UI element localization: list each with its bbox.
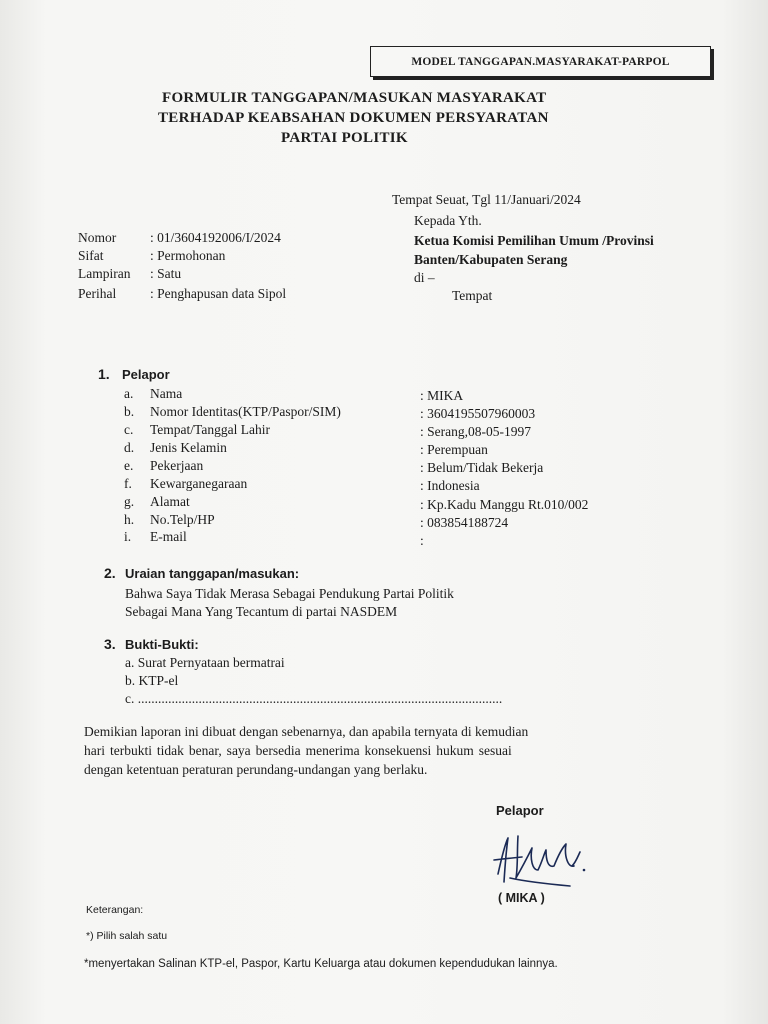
signature-name: ( MIKA ): [498, 891, 545, 905]
section1-title: Pelapor: [122, 367, 170, 382]
section2-line-1: Bahwa Saya Tidak Merasa Sebagai Pendukung Partai Politik: [125, 586, 454, 601]
signature-image: [488, 826, 598, 898]
recipient-tempat: Tempat: [452, 288, 493, 303]
sifat-label: Sifat: [78, 248, 104, 263]
row-letter: c.: [124, 422, 134, 437]
row-label: Nomor Identitas(KTP/Paspor/SIM): [150, 404, 341, 419]
sifat-value: : Permohonan: [150, 248, 226, 263]
title-line-2: TERHADAP KEABSAHAN DOKUMEN PERSYARATAN: [158, 110, 549, 126]
lampiran-label: Lampiran: [78, 266, 131, 281]
recipient-line-2: Banten/Kabupaten Serang: [414, 252, 568, 267]
row-value: : 083854188724: [420, 515, 509, 530]
recipient-greeting: Kepada Yth.: [414, 213, 482, 228]
recipient-di: di –: [414, 270, 435, 285]
title-line-1: FORMULIR TANGGAPAN/MASUKAN MASYARAKAT: [162, 90, 547, 106]
nomor-label: Nomor: [78, 230, 117, 245]
model-label: MODEL TANGGAPAN.MASYARAKAT-PARPOL: [411, 55, 670, 68]
row-label: No.Telp/HP: [150, 512, 215, 527]
perihal-label: Perihal: [78, 286, 117, 301]
section2-line-2: Sebagai Mana Yang Tecantum di partai NASDEM: [125, 604, 398, 619]
closing-line-2: hari terbukti tidak benar, saya bersedia menerima konsekuensi hukum sesuai: [84, 743, 512, 758]
section3-number: 3.: [104, 636, 116, 652]
row-value: : 3604195507960003: [420, 406, 536, 421]
row-label: Jenis Kelamin: [150, 440, 227, 455]
row-label: Nama: [150, 386, 183, 401]
section3-item-c: c. ............................................................................................................: [125, 691, 503, 706]
section3-item-b: b. KTP-el: [125, 673, 179, 688]
place-date: Tempat Seuat, Tgl 11/Januari/2024: [392, 192, 581, 207]
closing-line-1: Demikian laporan ini dibuat dengan sebenarnya, dan apabila ternyata di kemudian: [84, 724, 529, 739]
title-line-3: PARTAI POLITIK: [281, 130, 408, 146]
row-value: :: [420, 533, 424, 548]
section2-title: Uraian tanggapan/masukan:: [125, 566, 300, 581]
row-letter: d.: [124, 440, 135, 455]
nomor-value: : 01/3604192006/I/2024: [150, 230, 281, 245]
row-value: : Serang,08-05-1997: [420, 424, 531, 439]
model-label-box: [370, 46, 711, 77]
row-value: : Perempuan: [420, 442, 488, 457]
row-value: : Belum/Tidak Bekerja: [420, 460, 544, 475]
row-letter: g.: [124, 494, 135, 509]
perihal-value: : Penghapusan data Sipol: [150, 286, 287, 301]
row-letter: i.: [124, 529, 132, 544]
row-letter: e.: [124, 458, 134, 473]
notes-item-2: *menyertakan Salinan KTP-el, Paspor, Kartu Keluarga atau dokumen kependudukan lainnya.: [84, 958, 558, 970]
notes-item-1: *) Pilih salah satu: [86, 930, 168, 942]
section2-number: 2.: [104, 565, 116, 581]
row-value: : Indonesia: [420, 478, 480, 493]
row-label: Pekerjaan: [150, 458, 204, 473]
row-value: : Kp.Kadu Manggu Rt.010/002: [420, 497, 589, 512]
lampiran-value: : Satu: [150, 266, 182, 281]
closing-line-3: dengan ketentuan peraturan perundang-undangan yang berlaku.: [84, 762, 428, 777]
recipient-line-1: Ketua Komisi Pemilihan Umum /Provinsi: [414, 233, 654, 248]
section3-item-a: a. Surat Pernyataan bermatrai: [125, 655, 285, 670]
section3-title: Bukti-Bukti:: [125, 637, 199, 652]
row-label: Alamat: [150, 494, 190, 509]
row-letter: a.: [124, 386, 134, 401]
row-label: Kewarganegaraan: [150, 476, 248, 491]
signature-role: Pelapor: [496, 803, 544, 818]
row-value: : MIKA: [420, 388, 464, 403]
row-letter: f.: [124, 476, 132, 491]
notes-heading: Keterangan:: [86, 904, 144, 916]
section1-number: 1.: [98, 366, 110, 382]
row-letter: b.: [124, 404, 135, 419]
row-letter: h.: [124, 512, 135, 527]
row-label: Tempat/Tanggal Lahir: [150, 422, 270, 437]
row-label: E-mail: [150, 529, 187, 544]
